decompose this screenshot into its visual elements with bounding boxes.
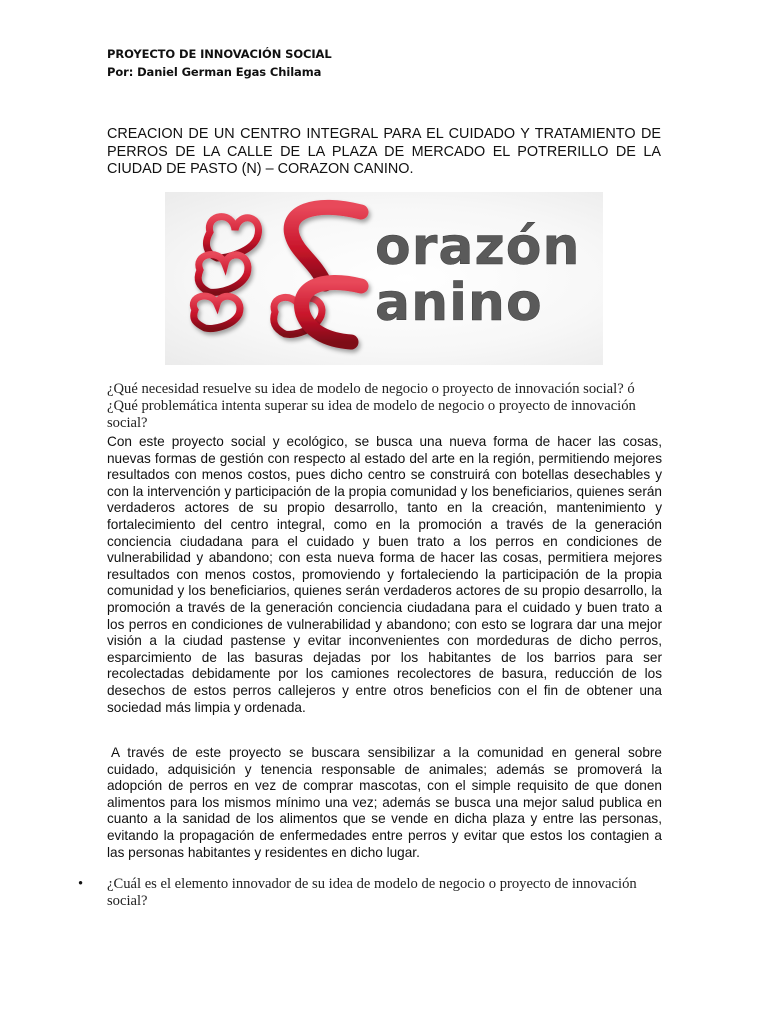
author-line: Por: Daniel German Egas Chilama [107,65,322,79]
upper-c-heart-icon [291,207,361,284]
heart-icon [198,255,248,293]
corazon-canino-logo [165,192,603,365]
lower-c-heart-icon [302,282,361,342]
project-type-heading: PROYECTO DE INNOVACIÓN SOCIAL [107,47,332,61]
answer-paragraph-2 [107,745,662,861]
question-innovation [78,876,668,910]
heart-icon [193,296,240,328]
logo-line-1: orazón [375,217,581,277]
big-c-hearts [291,207,361,342]
paragraph-text: Con este proyecto social y ecológico, se busca una nueva forma de hacer las cosas, nuevas formas de gestión con respecto al estado del arte en la región, permitiendo mejores resultados con menos costos, pues dicho centro se construirá con botellas desechables y con la intervención y participación de la propia comunidad y los beneficiarios, quienes serán verdaderos actores de su propio desarrollo, tanto en la creación, mantenimiento y fortalecimiento del centro integral, como en la promoción a través de la generación conciencia ciudadana para el cuidado y buen trato a los perros en condiciones de vulnerabilidad y abandono; con esta nueva forma de hacer las cosas, permitiera mejores resultados con menos costos, promoviendo y fortaleciendo la participación de la propia comunidad y los beneficiarios, quienes serán verdaderos actores de su propio desarrollo, la promoción a través de la generación conciencia ciudadana para el cuidado y buen trato a los perros en condiciones de vulnerabilidad y abandono; con esto se lograra dar una mejor visión a la ciudad pastense y evitar inconvenientes con mordeduras de dicho perros, esparcimiento de las basuras dejadas por los habitantes de los barrios para ser recolectadas debidamente por los camiones recolectores de basura, reducción de los desechos de estos perros callejeros y entre otros beneficios con el fin de obtener una sociedad más limpia y ordenada. [107,434,662,715]
question-need: ¿Qué necesidad resuelve su idea de modelo de negocio o proyecto de innovación social? ó ¿Qué problemática intenta superar su idea de modelo de negocio o proyecto de innovación social? [107,381,636,431]
document-header [107,45,332,81]
bullet-icon: • [78,876,84,892]
logo-line-2: anino [375,273,543,333]
answer-paragraph-1 [107,434,662,716]
paragraph-text: A través de este proyecto se buscara sensibilizar a la comunidad en general sobre cuidado, adquisición y tenencia responsable de animales; además se promoverá la adopción de perros en vez de comprar mascotas, con el simple requisito de que donen alimentos para los mismos mínimo una vez; además se busca una mejor salud publica en cuanto a la sanidad de los alimentos que se vende en dicha plaza y entre las personas, evitando la propagación de enfermedades entre perros y evitar que estos los contagien a las personas habitantes y residentes en dicho lugar. [107,745,662,860]
question-innovation-text: ¿Cuál es el elemento innovador de su idea de modelo de negocio o proyecto de innovación social? [107,876,637,909]
document-title: CREACION DE UN CENTRO INTEGRAL PARA EL CUIDADO Y TRATAMIENTO DE PERROS DE LA CALLE DE LA PLAZA DE MERCADO EL POTRERILLO DE LA CIUDAD DE PASTO (N) – CORAZON CANINO. [107,126,661,177]
logo-text [375,217,580,333]
logo-graphic [165,192,603,365]
